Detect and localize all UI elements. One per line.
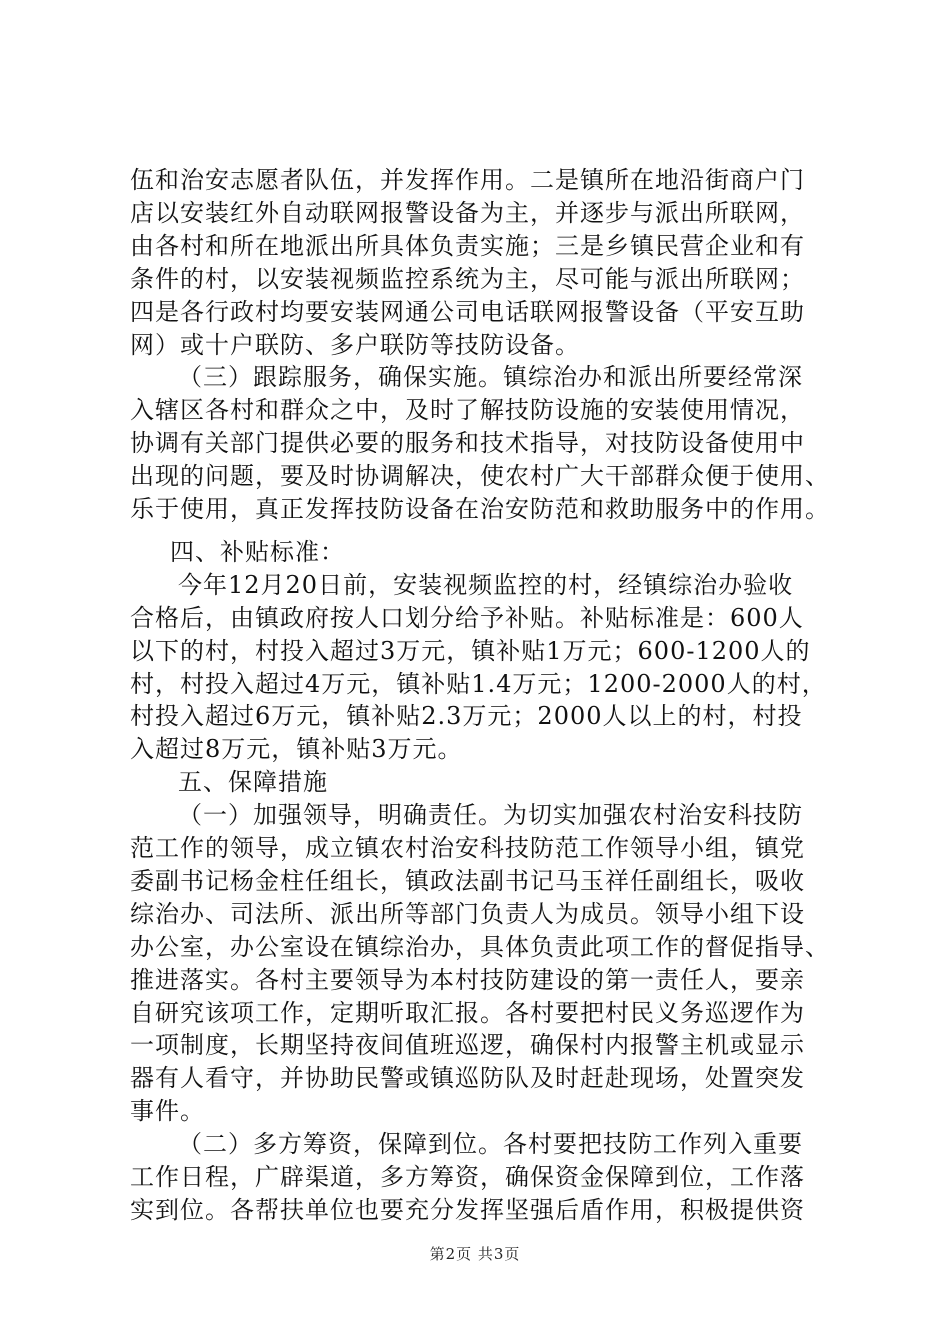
text-line: 办公室，办公室设在镇综治办，具体负责此项工作的督促指导、 [130, 933, 830, 961]
text-line: 店以安装红外自动联网报警设备为主，并逐步与派出所联网， [130, 199, 805, 227]
text-line: 实到位。各帮扶单位也要充分发挥坚强后盾作用，积极提供资 [130, 1196, 805, 1224]
text-line: 范工作的领导，成立镇农村治安科技防范工作领导小组，镇党 [130, 834, 805, 862]
text-line: 五、保障措施 [178, 768, 328, 796]
text-line: 四是各行政村均要安装网通公司电话联网报警设备（平安互助 [130, 298, 805, 326]
text-line: 综治办、司法所、派出所等部门负责人为成员。领导小组下设 [130, 900, 805, 928]
text-line: 事件。 [130, 1097, 205, 1125]
text-line: 乐于使用，真正发挥技防设备在治安防范和救助服务中的作用。 [130, 495, 830, 523]
text-line: 网）或十户联防、多户联防等技防设备。 [130, 331, 580, 359]
text-line: 伍和治安志愿者队伍，并发挥作用。二是镇所在地沿街商户门 [130, 166, 805, 194]
text-line: 以下的村，村投入超过3万元，镇补贴1万元；600-1200人的 [130, 637, 811, 665]
text-line: 由各村和所在地派出所具体负责实施；三是乡镇民营企业和有 [130, 232, 805, 260]
text-line: （二）多方筹资，保障到位。各村要把技防工作列入重要 [178, 1130, 803, 1158]
text-line: 出现的问题，要及时协调解决，使农村广大干部群众便于使用、 [130, 462, 830, 490]
text-line: 入超过8万元，镇补贴3万元。 [130, 735, 463, 763]
text-line: 村，村投入超过4万元，镇补贴1.4万元；1200-2000人的村， [130, 670, 827, 698]
text-line: 今年12月20日前，安装视频监控的村，经镇综治办验收 [178, 571, 794, 599]
text-line: 一项制度，长期坚持夜间值班巡逻，确保村内报警主机或显示 [130, 1031, 805, 1059]
text-line: 入辖区各村和群众之中，及时了解技防设施的安装使用情况， [130, 396, 805, 424]
page-footer: 第2页 共3页 [429, 1245, 521, 1263]
text-line: 条件的村，以安装视频监控系统为主，尽可能与派出所联网； [130, 265, 805, 293]
text-line: 器有人看守，并协助民警或镇巡防队及时赶赴现场，处置突发 [130, 1064, 805, 1092]
text-line: （一）加强领导，明确责任。为切实加强农村治安科技防 [178, 801, 803, 829]
text-line: 推进落实。各村主要领导为本村技防建设的第一责任人，要亲 [130, 966, 805, 994]
text-line: 四、补贴标准： [170, 538, 345, 566]
text-line: 协调有关部门提供必要的服务和技术指导，对技防设备使用中 [130, 429, 805, 457]
text-line: 村投入超过6万元，镇补贴2.3万元；2000人以上的村，村投 [130, 702, 803, 730]
text-line: 委副书记杨金柱任组长，镇政法副书记马玉祥任副组长，吸收 [130, 867, 805, 895]
text-line: 合格后，由镇政府按人口划分给予补贴。补贴标准是：600人 [130, 604, 804, 632]
text-line: 自研究该项工作，定期听取汇报。各村要把村民义务巡逻作为 [130, 999, 805, 1027]
text-line: 工作日程，广辟渠道，多方筹资，确保资金保障到位，工作落 [130, 1163, 805, 1191]
text-line: （三）跟踪服务，确保实施。镇综治办和派出所要经常深 [178, 363, 803, 391]
